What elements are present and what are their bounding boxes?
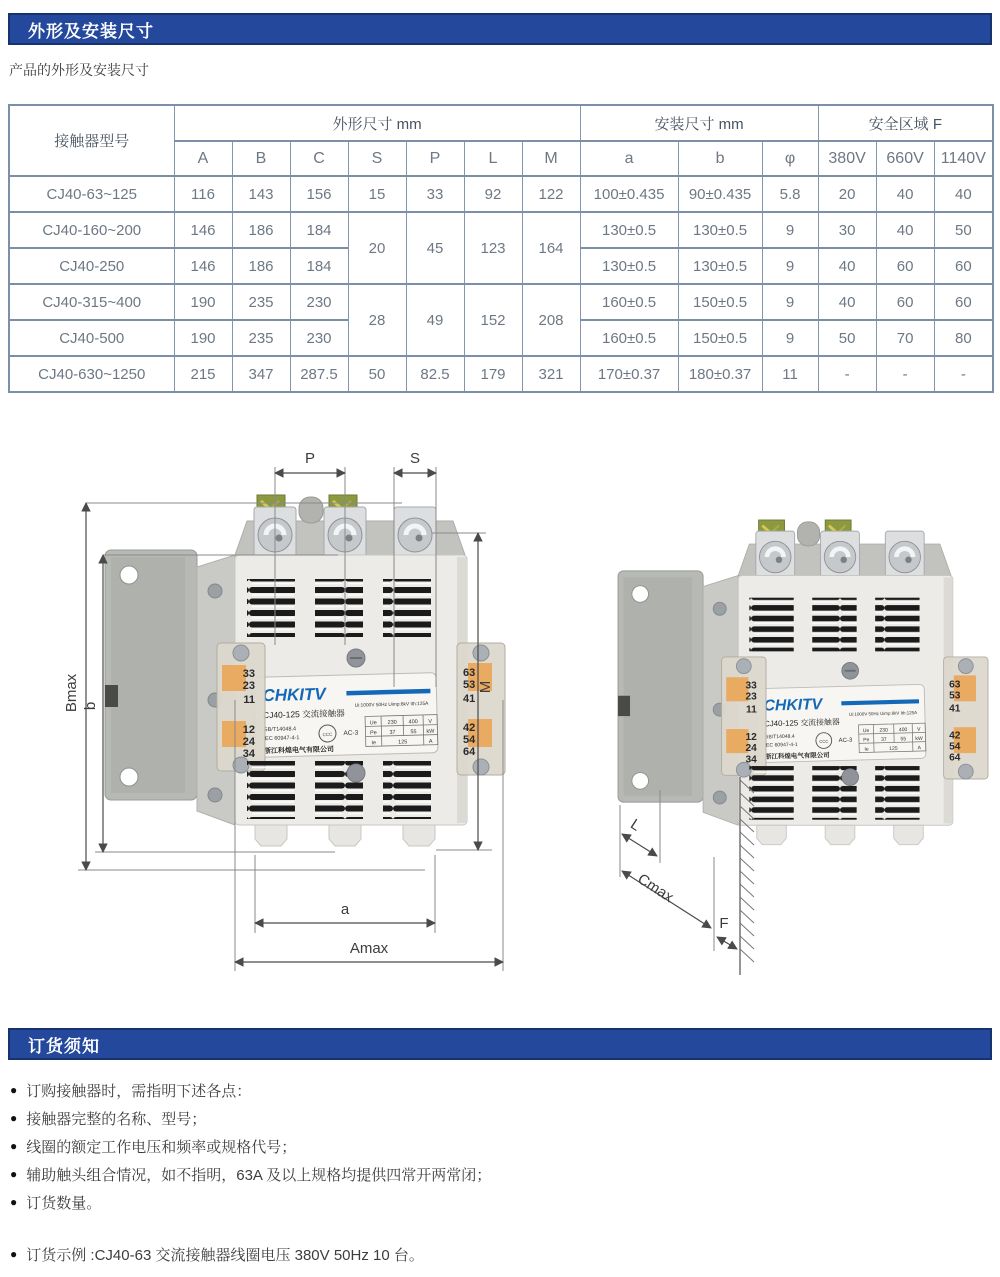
ordering-notes-list <box>10 1080 491 1220</box>
dim-label-L: L <box>627 815 644 835</box>
sub-header: L <box>464 141 522 176</box>
model-cell: CJ40-63~125 <box>9 176 174 212</box>
order-example <box>10 1244 424 1265</box>
cell: - <box>818 356 876 392</box>
contactor-figure-left <box>105 495 505 846</box>
contactor-figure-right <box>618 520 988 845</box>
cell: 82.5 <box>406 356 464 392</box>
dim-label-a: a <box>340 901 350 918</box>
cell: 33 <box>406 176 464 212</box>
cell: 40 <box>876 212 934 248</box>
bullet-icon: ● <box>10 1083 18 1097</box>
cell: 11 <box>762 356 818 392</box>
cell: 80 <box>934 320 993 356</box>
section-banner-ordering <box>8 1028 992 1060</box>
cell-merged: 20 <box>348 212 406 284</box>
cell: 186 <box>232 212 290 248</box>
cell: 130±0.5 <box>580 248 678 284</box>
note-text: 订购接触器时，需指明下述各点： <box>26 1083 252 1100</box>
model-cell: CJ40-315~400 <box>9 284 174 320</box>
cell: 100±0.435 <box>580 176 678 212</box>
sub-header: 1140V <box>934 141 993 176</box>
cell: - <box>876 356 934 392</box>
bullet-icon: ● <box>10 1167 18 1181</box>
cell-merged: 152 <box>464 284 522 356</box>
cell: 130±0.5 <box>580 212 678 248</box>
cell: - <box>934 356 993 392</box>
cell: 180±0.37 <box>678 356 762 392</box>
cell: 190 <box>174 284 232 320</box>
cell: 347 <box>232 356 290 392</box>
cell: 5.8 <box>762 176 818 212</box>
cell: 20 <box>818 176 876 212</box>
cell-merged: 208 <box>522 284 580 356</box>
cell-merged: 45 <box>406 212 464 284</box>
cell: 170±0.37 <box>580 356 678 392</box>
dim-label-F: F <box>719 915 729 932</box>
cell: 230 <box>290 320 348 356</box>
cell-merged: 49 <box>406 284 464 356</box>
bullet-icon: ● <box>10 1195 18 1209</box>
col-group-outline: 外形尺寸 mm <box>174 105 580 141</box>
cell: 235 <box>232 320 290 356</box>
dim-line-F <box>717 937 737 949</box>
cell: 60 <box>934 248 993 284</box>
cell: 9 <box>762 284 818 320</box>
bullet-icon: ● <box>10 1139 18 1153</box>
section-banner-outline <box>8 13 992 45</box>
sub-header: b <box>678 141 762 176</box>
dimensions-table <box>8 104 994 393</box>
cell: 150±0.5 <box>678 284 762 320</box>
sub-header: C <box>290 141 348 176</box>
section-title: 订货须知 <box>28 1036 100 1056</box>
cell: 50 <box>934 212 993 248</box>
cell: 15 <box>348 176 406 212</box>
cell: 60 <box>934 284 993 320</box>
cell: 160±0.5 <box>580 284 678 320</box>
cell: 116 <box>174 176 232 212</box>
sub-header: S <box>348 141 406 176</box>
cell: 230 <box>290 284 348 320</box>
cell: 60 <box>876 248 934 284</box>
cell: 130±0.5 <box>678 248 762 284</box>
model-cell: CJ40-160~200 <box>9 212 174 248</box>
cell: 50 <box>348 356 406 392</box>
cell: 146 <box>174 248 232 284</box>
sub-header: 380V <box>818 141 876 176</box>
list-item <box>10 1136 491 1164</box>
note-text: 辅助触头组合情况，如不指明，63A 及以上规格均提供四常开两常闭； <box>26 1167 492 1184</box>
col-group-safety: 安全区域 F <box>818 105 993 141</box>
dim-label-S: S <box>409 450 421 467</box>
dimension-figures <box>0 415 1000 1015</box>
cell: 215 <box>174 356 232 392</box>
dim-label-Bmax: Bmax <box>63 673 80 713</box>
cell: 30 <box>818 212 876 248</box>
cell: 40 <box>934 176 993 212</box>
cell: 287.5 <box>290 356 348 392</box>
cell-merged: 164 <box>522 212 580 284</box>
sub-header: B <box>232 141 290 176</box>
cell: 150±0.5 <box>678 320 762 356</box>
bullet-icon: ● <box>10 1111 18 1125</box>
dim-label-P: P <box>304 450 316 467</box>
sub-header: 660V <box>876 141 934 176</box>
list-item <box>10 1164 491 1192</box>
cell: 9 <box>762 320 818 356</box>
cell: 156 <box>290 176 348 212</box>
model-cell: CJ40-250 <box>9 248 174 284</box>
model-cell: CJ40-500 <box>9 320 174 356</box>
cell: 9 <box>762 248 818 284</box>
cell: 184 <box>290 212 348 248</box>
cell: 50 <box>818 320 876 356</box>
cell: 321 <box>522 356 580 392</box>
cell: 184 <box>290 248 348 284</box>
dim-line-L <box>622 834 657 856</box>
cell: 40 <box>818 248 876 284</box>
cell: 186 <box>232 248 290 284</box>
cell: 90±0.435 <box>678 176 762 212</box>
cell: 179 <box>464 356 522 392</box>
sub-header: A <box>174 141 232 176</box>
dim-label-M: M <box>477 680 494 694</box>
cell: 160±0.5 <box>580 320 678 356</box>
list-item <box>10 1080 491 1108</box>
cell: 70 <box>876 320 934 356</box>
sub-header: M <box>522 141 580 176</box>
cell: 40 <box>818 284 876 320</box>
dim-label-Amax: Amax <box>349 940 389 957</box>
dim-label-b: b <box>82 701 99 711</box>
example-text: 订货示例 :CJ40-63 交流接触器线圈电压 380V 50Hz 10 台。 <box>26 1247 424 1264</box>
cell: 122 <box>522 176 580 212</box>
cell: 130±0.5 <box>678 212 762 248</box>
cell: 40 <box>876 176 934 212</box>
cell-merged: 28 <box>348 284 406 356</box>
cell: 92 <box>464 176 522 212</box>
cell: 146 <box>174 212 232 248</box>
dim-label-Cmax: Cmax <box>634 870 677 907</box>
col-group-mount: 安装尺寸 mm <box>580 105 818 141</box>
note-text: 订货数量。 <box>26 1195 102 1212</box>
note-text: 线圈的额定工作电压和频率或规格代号； <box>26 1139 297 1156</box>
list-item <box>10 1108 491 1136</box>
list-item <box>10 1192 491 1220</box>
model-cell: CJ40-630~1250 <box>9 356 174 392</box>
subtitle: 产品的外形及安装尺寸 <box>9 62 149 78</box>
sub-header: φ <box>762 141 818 176</box>
cell: 143 <box>232 176 290 212</box>
note-text: 接触器完整的名称、型号； <box>26 1111 207 1128</box>
col-header-model: 接触器型号 <box>9 105 174 176</box>
cell: 235 <box>232 284 290 320</box>
cell: 190 <box>174 320 232 356</box>
sub-header: P <box>406 141 464 176</box>
cell: 9 <box>762 212 818 248</box>
sub-header: a <box>580 141 678 176</box>
section-title: 外形及安装尺寸 <box>28 21 154 41</box>
cell: 60 <box>876 284 934 320</box>
cell-merged: 123 <box>464 212 522 284</box>
bullet-icon: ● <box>10 1247 18 1261</box>
